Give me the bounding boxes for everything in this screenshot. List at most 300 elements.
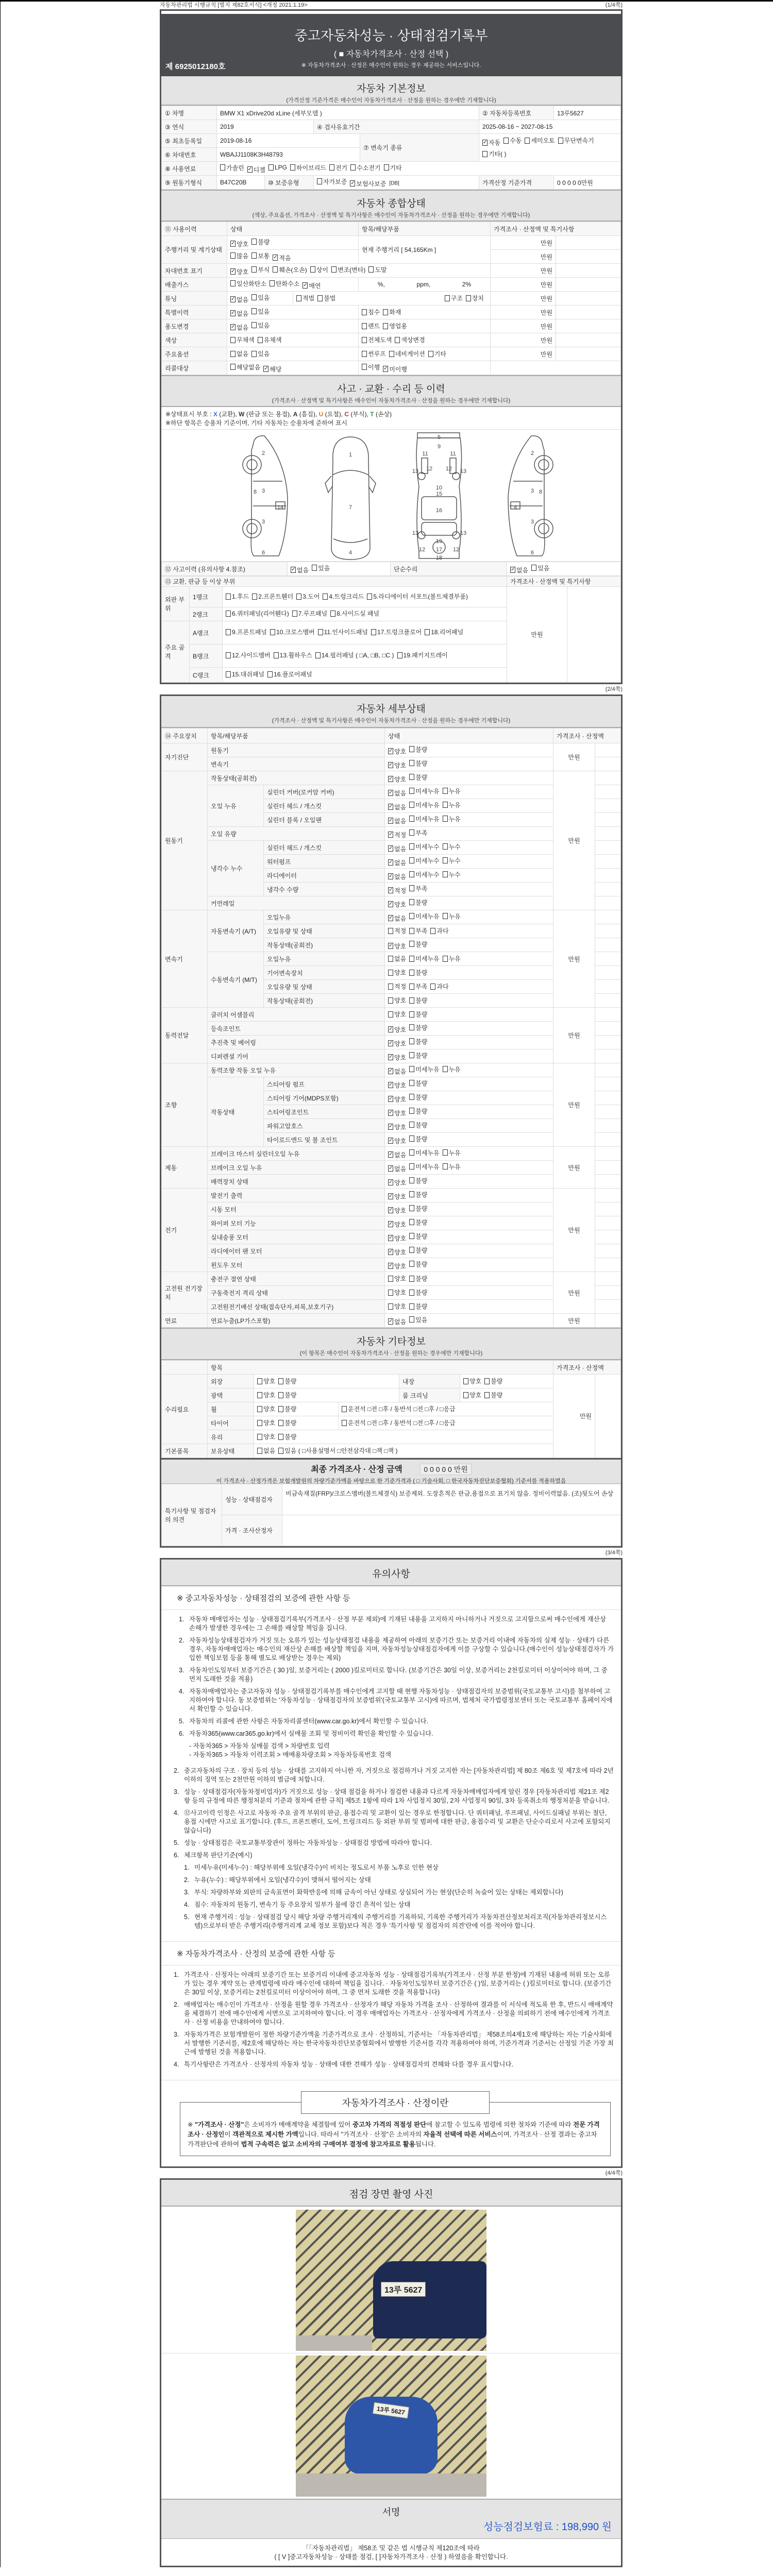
legend-item: X (교환), bbox=[213, 411, 239, 418]
option-checkbox[interactable] bbox=[251, 265, 270, 274]
option-checkbox[interactable] bbox=[525, 135, 554, 146]
insurance-fee: 성능점검보험료 : 198,990 원 bbox=[483, 2521, 612, 2533]
notice-header bbox=[161, 1560, 621, 1586]
vin-value: WBAJJ1108K3H48793 bbox=[217, 148, 360, 162]
option-checkbox[interactable] bbox=[388, 872, 406, 881]
option-checkbox[interactable] bbox=[409, 1315, 427, 1324]
option-checkbox[interactable] bbox=[409, 1134, 427, 1143]
option-label: 미세누유 bbox=[415, 787, 440, 795]
checkbox-icon bbox=[388, 956, 393, 962]
option-checkbox[interactable] bbox=[384, 163, 402, 172]
option-checkbox[interactable] bbox=[226, 592, 249, 601]
option-checkbox[interactable] bbox=[409, 759, 427, 768]
option-label: 불량 bbox=[415, 1260, 428, 1268]
option-checkbox[interactable] bbox=[409, 1232, 427, 1241]
option-checkbox[interactable] bbox=[425, 628, 463, 637]
checkbox-icon bbox=[409, 1080, 414, 1086]
option-checkbox[interactable] bbox=[443, 870, 461, 879]
option-checkbox[interactable] bbox=[388, 1095, 406, 1104]
option-checkbox[interactable] bbox=[388, 1302, 406, 1311]
option-checkbox[interactable] bbox=[484, 1377, 502, 1385]
option-checkbox[interactable] bbox=[342, 1418, 456, 1427]
option-checkbox[interactable] bbox=[251, 349, 270, 358]
option-label: 부족 bbox=[415, 885, 428, 892]
option-checkbox[interactable] bbox=[329, 163, 347, 172]
document-subtitle: ( ■ 자동차가격조사 · 산정 선택 ) bbox=[333, 50, 449, 59]
option-checkbox[interactable] bbox=[388, 1123, 406, 1131]
option-checkbox[interactable] bbox=[270, 279, 299, 288]
final-price-note: 이 가격조사 · 산정가격은 보험개발원의 차량기준가액을 바탕으로 한 기준가격과 ( □ 기술사회, □ 한국자동차진단보증협회) 기준서를 적용하였음 bbox=[216, 1478, 566, 1484]
option-checkbox[interactable] bbox=[362, 363, 380, 371]
option-checkbox[interactable] bbox=[270, 628, 315, 637]
lift-shape bbox=[296, 2473, 486, 2497]
option-checkbox[interactable] bbox=[278, 1391, 296, 1399]
option-checkbox[interactable] bbox=[251, 307, 270, 316]
option-checkbox[interactable] bbox=[409, 856, 439, 865]
option-checkbox[interactable] bbox=[388, 1150, 406, 1159]
checkbox-icon bbox=[443, 1066, 448, 1072]
detail-row bbox=[162, 1147, 621, 1161]
option-checkbox[interactable] bbox=[409, 926, 427, 935]
option-checkbox[interactable] bbox=[409, 1162, 439, 1171]
checkbox-icon bbox=[251, 252, 257, 259]
option-label: 없음 bbox=[237, 324, 249, 331]
option-label: 누수 bbox=[448, 871, 461, 878]
option-checkbox[interactable] bbox=[409, 870, 439, 879]
option-label: 미세누수 bbox=[415, 871, 440, 878]
option-checkbox[interactable] bbox=[397, 651, 448, 660]
price-unit: 만원 bbox=[507, 587, 567, 683]
special-history-items bbox=[359, 306, 491, 319]
option-checkbox[interactable] bbox=[443, 1162, 461, 1171]
option-checkbox[interactable] bbox=[330, 609, 379, 618]
option-checkbox[interactable] bbox=[409, 1065, 439, 1074]
option-checkbox[interactable] bbox=[510, 566, 528, 574]
option-checkbox[interactable] bbox=[388, 1053, 406, 1062]
option-checkbox[interactable] bbox=[443, 787, 461, 795]
option-checkbox[interactable] bbox=[230, 323, 248, 332]
sub-item-label: 작동상태 bbox=[208, 1077, 264, 1147]
status-options bbox=[385, 1244, 553, 1258]
option-checkbox[interactable] bbox=[409, 1288, 427, 1297]
option-checkbox[interactable] bbox=[430, 982, 448, 991]
option-checkbox[interactable] bbox=[383, 321, 407, 330]
option-checkbox[interactable] bbox=[291, 566, 309, 574]
status-options bbox=[385, 1022, 553, 1036]
checkbox-icon bbox=[278, 1378, 283, 1384]
checkbox-icon bbox=[230, 351, 236, 357]
price-notice-item bbox=[174, 2030, 614, 2057]
option-checkbox[interactable] bbox=[463, 1391, 481, 1399]
checkbox-icon bbox=[342, 1406, 347, 1412]
option-checkbox[interactable] bbox=[409, 1246, 427, 1255]
option-checkbox[interactable] bbox=[503, 135, 522, 146]
checkbox-icon bbox=[330, 611, 335, 617]
option-checkbox[interactable] bbox=[388, 1220, 406, 1229]
inspection-photo-rear[interactable] bbox=[296, 2355, 486, 2497]
checkbox-icon bbox=[371, 629, 376, 635]
option-checkbox[interactable] bbox=[388, 886, 406, 895]
option-checkbox[interactable] bbox=[443, 1148, 461, 1157]
basic-info-table bbox=[161, 106, 621, 190]
checkbox-icon bbox=[278, 1420, 283, 1426]
option-checkbox[interactable] bbox=[257, 1404, 275, 1413]
option-checkbox[interactable] bbox=[443, 912, 461, 921]
option-checkbox[interactable] bbox=[409, 815, 439, 823]
option-checkbox[interactable] bbox=[409, 884, 427, 893]
inspection-photo-front[interactable] bbox=[296, 2210, 486, 2351]
option-checkbox[interactable] bbox=[409, 745, 427, 754]
option-checkbox[interactable] bbox=[388, 1164, 406, 1173]
option-label: 누유 bbox=[448, 1065, 461, 1073]
option-checkbox[interactable] bbox=[263, 365, 281, 374]
option-checkbox[interactable] bbox=[278, 1418, 296, 1427]
option-checkbox[interactable] bbox=[409, 828, 427, 837]
option-checkbox[interactable] bbox=[430, 926, 448, 935]
option-label: 누유 bbox=[448, 815, 461, 823]
option-checkbox[interactable] bbox=[388, 775, 406, 784]
checkbox-icon bbox=[503, 138, 509, 144]
option-checkbox[interactable] bbox=[409, 968, 427, 977]
option-label: 색상변경 bbox=[401, 336, 425, 344]
checkbox-icon bbox=[362, 364, 367, 370]
diagram-part-number: 8 bbox=[539, 489, 543, 495]
option-checkbox[interactable] bbox=[251, 251, 270, 260]
option-checkbox[interactable] bbox=[388, 1137, 406, 1145]
option-checkbox[interactable] bbox=[226, 670, 264, 679]
option-checkbox[interactable] bbox=[362, 308, 380, 316]
option-checkbox[interactable] bbox=[388, 1010, 406, 1019]
box-text-segment: 에 참고할 수 있도록 법령에 의한 절차와 기준에 따라 bbox=[426, 2121, 574, 2128]
option-label: 침수 bbox=[368, 309, 380, 316]
option-checkbox[interactable] bbox=[310, 265, 328, 274]
option-checkbox[interactable] bbox=[362, 349, 386, 358]
rank-items bbox=[223, 621, 507, 645]
item-label: 실린더 헤드 / 개스킷 bbox=[264, 799, 385, 813]
option-checkbox[interactable] bbox=[531, 564, 549, 572]
option-checkbox[interactable] bbox=[389, 349, 425, 358]
option-checkbox[interactable] bbox=[383, 308, 401, 316]
option-checkbox[interactable] bbox=[388, 1109, 406, 1117]
option-checkbox[interactable] bbox=[443, 856, 461, 865]
option-checkbox[interactable] bbox=[388, 926, 406, 935]
checked-box-icon: ✓ bbox=[389, 1026, 393, 1032]
option-checkbox[interactable] bbox=[409, 1204, 427, 1213]
option-checkbox[interactable] bbox=[388, 942, 406, 951]
option-checkbox[interactable] bbox=[388, 954, 406, 963]
item-text: 현재 주행거리 : 성능 · 상태점검 당시 해당 차량 주행거리계의 주행거리를 기록하되, 기록한 주행거리가 자동차전산정보처리조직(자동차관리정보시스템)으로부터 받은 주행거리(주행거리계 교체 정보 포함)보다 적은 경우 '특기사항 및 점검자의 의견'란에 이를 적어야 합니다. bbox=[194, 1913, 607, 1929]
option-checkbox[interactable] bbox=[484, 1391, 502, 1399]
engine-label: ⑨ 원동기형식 bbox=[162, 176, 217, 190]
option-label: 썬루프 bbox=[368, 350, 386, 358]
repair-needed-label: 수리필요 bbox=[162, 1375, 208, 1444]
option-checkbox[interactable] bbox=[267, 670, 312, 679]
option-checkbox[interactable] bbox=[383, 365, 407, 374]
option-checkbox[interactable] bbox=[409, 1093, 427, 1101]
option-label: 양호 bbox=[394, 1221, 407, 1228]
option-label: 양호 bbox=[469, 1392, 482, 1399]
option-label: 장치 bbox=[472, 295, 484, 302]
option-checkbox[interactable] bbox=[315, 651, 394, 660]
option-checkbox[interactable] bbox=[226, 628, 267, 637]
option-checkbox[interactable] bbox=[388, 844, 406, 853]
option-checkbox[interactable] bbox=[230, 349, 248, 358]
option-checkbox[interactable] bbox=[230, 279, 266, 288]
option-label: 불량 bbox=[491, 1378, 503, 1385]
option-checkbox[interactable] bbox=[409, 1010, 427, 1019]
option-checkbox[interactable] bbox=[268, 164, 287, 171]
option-checkbox[interactable] bbox=[388, 761, 406, 770]
checked-box-icon: ✓ bbox=[389, 776, 393, 782]
option-checkbox[interactable] bbox=[388, 1288, 406, 1297]
option-checkbox[interactable] bbox=[278, 1404, 296, 1413]
option-checkbox[interactable] bbox=[367, 592, 468, 601]
option-checkbox[interactable] bbox=[409, 1107, 427, 1115]
option-checkbox[interactable] bbox=[257, 1432, 275, 1441]
option-checkbox[interactable] bbox=[388, 914, 406, 923]
option-checkbox[interactable] bbox=[388, 789, 406, 798]
option-checkbox[interactable] bbox=[409, 1218, 427, 1227]
option-checkbox[interactable] bbox=[388, 1067, 406, 1076]
checked-box-icon: ✓ bbox=[264, 366, 268, 371]
option-checkbox[interactable] bbox=[251, 238, 270, 246]
option-checkbox[interactable] bbox=[230, 335, 255, 344]
box-text-segment: 이 bbox=[224, 2131, 233, 2138]
option-label: 양호 bbox=[394, 748, 407, 755]
checkbox-icon bbox=[310, 266, 315, 273]
option-checkbox[interactable] bbox=[257, 1446, 275, 1455]
option-checkbox[interactable] bbox=[482, 148, 507, 160]
option-checkbox[interactable] bbox=[230, 363, 260, 371]
option-checkbox[interactable] bbox=[409, 1176, 427, 1185]
option-checkbox[interactable] bbox=[230, 267, 248, 276]
option-label: 수동 bbox=[510, 137, 522, 144]
option-checkbox[interactable] bbox=[388, 1039, 406, 1048]
option-checkbox[interactable] bbox=[558, 135, 594, 146]
option-checkbox[interactable] bbox=[409, 898, 427, 907]
option-checkbox[interactable] bbox=[251, 321, 270, 330]
option-checkbox[interactable] bbox=[409, 982, 427, 991]
option-checkbox[interactable] bbox=[362, 335, 392, 344]
option-checkbox[interactable] bbox=[409, 940, 427, 948]
option-checkbox[interactable] bbox=[466, 294, 484, 302]
checkbox-icon bbox=[251, 294, 257, 300]
option-checkbox[interactable] bbox=[445, 294, 463, 302]
option-label: 양호 bbox=[237, 240, 249, 248]
option-label: 적정 bbox=[394, 983, 407, 991]
option-checkbox[interactable] bbox=[226, 609, 289, 618]
option-checkbox[interactable] bbox=[274, 651, 312, 660]
option-checkbox[interactable] bbox=[409, 1148, 439, 1157]
option-label: 없음 bbox=[394, 873, 407, 880]
checkbox-icon bbox=[362, 323, 367, 329]
option-checkbox[interactable] bbox=[443, 815, 461, 823]
item-label: 브레이크 마스터 실린더오일 누유 bbox=[208, 1147, 385, 1161]
option-checkbox[interactable] bbox=[443, 801, 461, 809]
option-checkbox[interactable] bbox=[388, 1262, 406, 1270]
option-label: 상이 bbox=[316, 266, 328, 274]
option-label: 없음 bbox=[394, 817, 407, 825]
diagram-part-number: 4 bbox=[348, 550, 352, 556]
option-checkbox[interactable] bbox=[409, 1302, 427, 1311]
price-notice-item bbox=[174, 2001, 614, 2027]
option-label: 자가보증 bbox=[323, 178, 347, 185]
option-checkbox[interactable] bbox=[278, 1446, 397, 1455]
checkbox-icon bbox=[251, 308, 257, 314]
main-option-items bbox=[359, 347, 491, 361]
option-checkbox[interactable] bbox=[247, 165, 265, 174]
option-checkbox[interactable] bbox=[388, 803, 406, 811]
option-checkbox[interactable] bbox=[388, 996, 406, 1005]
item-text: 가격조사 · 산정자는 아래의 보증기간 또는 보증거리 이내에 중고자동차 성능 · 상태점검기록부(가격조사 · 산정 부분 한정)에 기재된 내용에 허위 또는 오류가 있는 경우 계약 또는 관계법령에 따라 매수인에 대하여 책임을 집니다. · 자동차인도일부터 보증기간은 ( )일, 보증거리는 ( )킬로미터로 합니다. (보증기간은 30일 이상, 보증거리는 2천킬로미터 이상이어야 하며, 그 중 먼저 도래한 것을 적용합니다) bbox=[184, 1971, 612, 1996]
legend-symbol: C bbox=[344, 411, 349, 418]
option-checkbox[interactable] bbox=[388, 1274, 406, 1283]
option-label: 17.트렁크플로어 bbox=[377, 629, 422, 636]
option-checkbox[interactable] bbox=[273, 265, 307, 274]
option-checkbox[interactable] bbox=[362, 321, 380, 330]
option-checkbox[interactable] bbox=[388, 817, 406, 825]
option-checkbox[interactable] bbox=[409, 1037, 427, 1046]
accident-legend bbox=[161, 407, 621, 430]
option-checkbox[interactable] bbox=[257, 1418, 275, 1427]
option-checkbox[interactable] bbox=[409, 801, 439, 809]
option-label: 양호 bbox=[263, 1378, 276, 1385]
option-checkbox[interactable] bbox=[388, 1234, 406, 1243]
col-main-device: ⑭ 주요장치 bbox=[162, 728, 208, 743]
checkbox-icon bbox=[226, 594, 231, 600]
option-checkbox[interactable] bbox=[342, 1404, 456, 1413]
status-options bbox=[385, 910, 553, 924]
option-checkbox[interactable] bbox=[388, 831, 406, 839]
option-checkbox[interactable] bbox=[257, 1391, 275, 1399]
price-unit: 만원 bbox=[491, 250, 556, 264]
option-checkbox[interactable] bbox=[296, 592, 320, 601]
option-checkbox[interactable] bbox=[388, 1025, 406, 1034]
option-checkbox[interactable] bbox=[409, 1190, 427, 1199]
option-checkbox[interactable] bbox=[312, 564, 330, 572]
option-label: 16.플로어패널 bbox=[274, 671, 312, 678]
option-label: 기타 bbox=[434, 350, 446, 358]
option-label: 매연 bbox=[309, 282, 321, 290]
option-checkbox[interactable] bbox=[331, 265, 365, 274]
option-label: 하이브리드 bbox=[296, 164, 326, 172]
checkbox-icon bbox=[409, 857, 414, 863]
detail-row bbox=[162, 785, 621, 799]
option-checkbox[interactable] bbox=[230, 295, 248, 304]
item-label: 커먼레일 bbox=[208, 896, 385, 910]
option-checkbox[interactable] bbox=[409, 773, 427, 782]
page-number-text: (2/4쪽) bbox=[605, 686, 623, 692]
option-checkbox[interactable] bbox=[428, 349, 446, 358]
option-label: 양호 bbox=[394, 1095, 407, 1103]
option-checkbox[interactable] bbox=[395, 335, 425, 344]
option-checkbox[interactable] bbox=[296, 294, 314, 302]
option-checkbox[interactable] bbox=[409, 1274, 427, 1283]
option-checkbox[interactable] bbox=[388, 1248, 406, 1257]
option-checkbox[interactable] bbox=[388, 1192, 406, 1201]
price-blank bbox=[595, 1230, 621, 1244]
checkbox-icon bbox=[425, 629, 430, 635]
legend-prefix: ※상태표시 부호 : bbox=[165, 411, 212, 418]
option-checkbox[interactable] bbox=[226, 651, 271, 660]
option-checkbox[interactable] bbox=[409, 912, 439, 921]
option-checkbox[interactable] bbox=[388, 968, 406, 977]
option-checkbox[interactable] bbox=[388, 858, 406, 867]
diagram-part-number: 19 bbox=[435, 538, 443, 545]
checkbox-icon bbox=[350, 164, 356, 171]
option-checkbox[interactable] bbox=[251, 293, 270, 302]
checkbox-icon bbox=[323, 594, 328, 600]
checkbox-icon bbox=[257, 1434, 262, 1440]
option-checkbox[interactable] bbox=[230, 240, 248, 248]
option-checkbox[interactable] bbox=[323, 592, 364, 601]
option-checkbox[interactable] bbox=[292, 609, 327, 618]
detail-row bbox=[162, 771, 621, 785]
option-checkbox[interactable] bbox=[388, 1081, 406, 1090]
option-checkbox[interactable] bbox=[278, 1377, 296, 1385]
option-checkbox[interactable] bbox=[409, 1051, 427, 1060]
option-checkbox[interactable] bbox=[318, 628, 368, 637]
option-checkbox[interactable] bbox=[443, 842, 461, 851]
option-label: 누수 bbox=[448, 843, 461, 851]
option-checkbox[interactable] bbox=[409, 1079, 427, 1088]
option-checkbox[interactable] bbox=[388, 747, 406, 756]
option-checkbox[interactable] bbox=[290, 163, 326, 172]
option-checkbox[interactable] bbox=[303, 281, 321, 290]
checked-box-icon: ✓ bbox=[291, 567, 296, 572]
diagram-part-number: 12 bbox=[452, 547, 460, 553]
license-plate: 13루 5627 bbox=[373, 2402, 410, 2418]
option-checkbox[interactable] bbox=[388, 982, 406, 991]
option-checkbox[interactable] bbox=[409, 787, 439, 795]
option-checkbox[interactable] bbox=[443, 1065, 461, 1074]
option-checkbox[interactable] bbox=[409, 1023, 427, 1032]
option-checkbox[interactable] bbox=[258, 335, 282, 344]
checkbox-icon bbox=[388, 928, 393, 934]
option-checkbox[interactable] bbox=[230, 251, 248, 260]
device-group-label: 변속기 bbox=[162, 910, 208, 1008]
option-checkbox[interactable] bbox=[409, 954, 439, 963]
option-checkbox[interactable] bbox=[388, 900, 406, 909]
option-checkbox[interactable] bbox=[350, 163, 380, 172]
option-checkbox[interactable] bbox=[273, 253, 291, 262]
option-checkbox[interactable] bbox=[252, 592, 293, 601]
option-checkbox[interactable] bbox=[350, 179, 386, 188]
option-checkbox[interactable] bbox=[368, 265, 386, 274]
option-checkbox[interactable] bbox=[230, 309, 248, 318]
option-checkbox[interactable] bbox=[278, 1432, 296, 1441]
option-checkbox[interactable] bbox=[317, 294, 335, 302]
option-checkbox[interactable] bbox=[388, 1317, 406, 1326]
option-label: 전기 bbox=[335, 164, 348, 172]
option-checkbox[interactable] bbox=[409, 1121, 427, 1129]
option-checkbox[interactable] bbox=[409, 842, 439, 851]
option-checkbox[interactable] bbox=[409, 1260, 427, 1268]
option-checkbox[interactable] bbox=[257, 1377, 275, 1385]
option-checkbox[interactable] bbox=[482, 137, 500, 148]
option-checkbox[interactable] bbox=[317, 177, 347, 186]
option-checkbox[interactable] bbox=[388, 1178, 406, 1187]
option-checkbox[interactable] bbox=[463, 1377, 481, 1385]
exterior-label: 외장 bbox=[208, 1375, 254, 1388]
option-checkbox[interactable] bbox=[220, 163, 244, 172]
option-checkbox[interactable] bbox=[409, 996, 427, 1005]
option-label: 미세누수 bbox=[415, 857, 440, 865]
option-checkbox[interactable] bbox=[388, 1206, 406, 1215]
option-checkbox[interactable] bbox=[443, 954, 461, 963]
option-checkbox[interactable] bbox=[371, 628, 422, 637]
item-text: 체크항목 판단기준(예시) bbox=[184, 1852, 253, 1859]
